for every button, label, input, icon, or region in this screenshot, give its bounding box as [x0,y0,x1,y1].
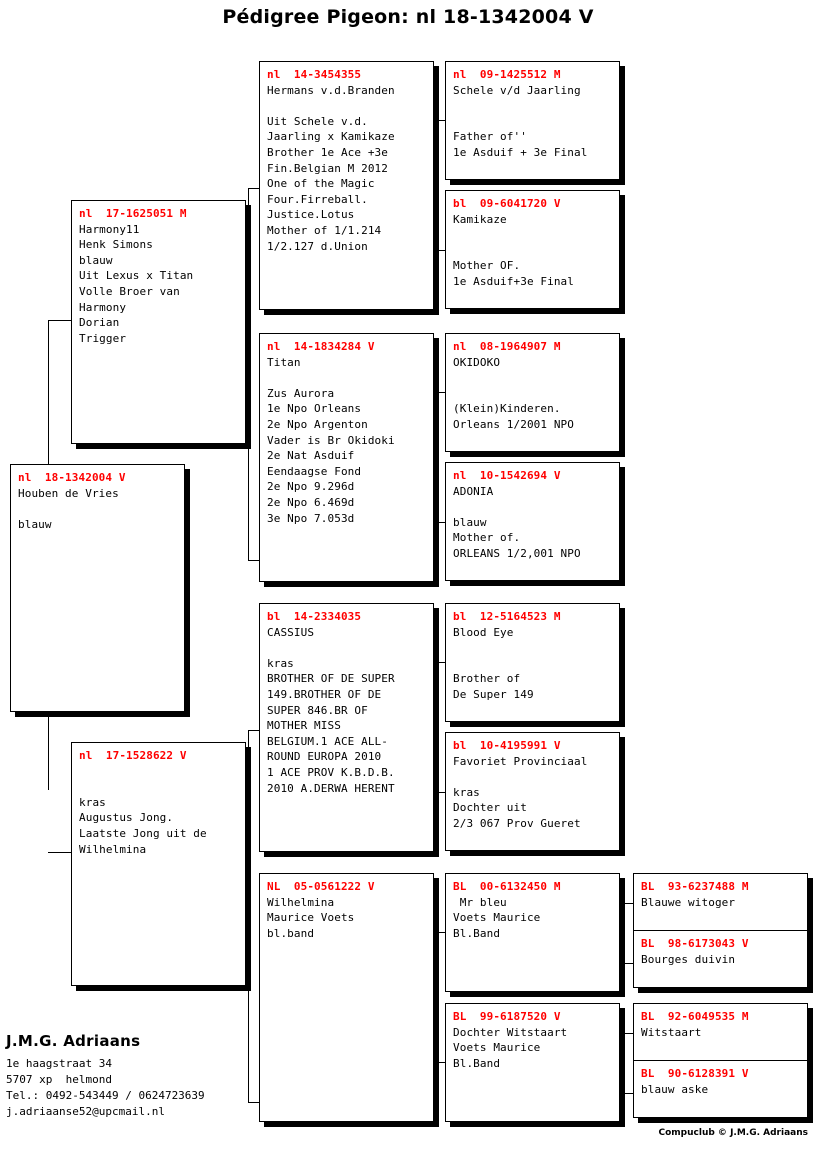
connector-dds-dam [624,963,633,964]
ring-number: BL 93-6237488 M [641,880,749,893]
card-line: Uit Lexus x Titan [79,269,194,283]
connector-ds-split [436,662,437,792]
owner-address-line: 5707 xp helmond [6,1073,112,1086]
connector-ss-dam [436,250,445,251]
card-line: 1e Asduif+3e Final [453,274,575,288]
connector-sd-dam [436,522,445,523]
page-title: Pédigree Pigeon: nl 18-1342004 V [222,6,594,28]
pedigree-card-subject[interactable] [10,464,185,712]
card-spacer [453,499,612,515]
pedigree-card-dds-sire[interactable] [633,873,808,931]
card-line: Titan [267,355,301,369]
card-line: Blood Eye [453,625,514,639]
ring-number: BL 98-6173043 V [641,937,749,950]
pedigree-card-ss-sire[interactable] [445,61,620,180]
card-line: 1 ACE PROV K.B.D.B. [267,765,395,779]
card-line: Father of'' [453,130,527,144]
card-line: Kamikaze [453,212,507,226]
card-line: Volle Broer van [79,284,180,298]
card-line: De Super 149 [453,687,534,701]
pedigree-card-dam-dam[interactable] [259,873,434,1122]
card-line: One of the Magic [267,177,375,191]
connector-dd-dam [436,1062,445,1063]
card-line: Brother 1e Ace +3e [267,145,389,159]
card-line: 3e Npo 7.053d [267,511,355,525]
ring-number: nl 14-1834284 V [267,340,375,353]
card-line: Dorian [79,316,120,330]
card-line: Laatste Jong uit de [79,826,207,840]
card-line: 2e Npo Argenton [267,417,368,431]
card-line: Mother of 1/1.214 [267,223,382,237]
card-line: Orleans 1/2001 NPO [453,417,575,431]
card-line: Wilhelmina [79,842,147,856]
ring-number: BL 90-6128391 V [641,1067,749,1080]
card-line: 2e Npo 9.296d [267,480,355,494]
card-line: kras [267,656,294,670]
card-line: blauw [18,517,52,531]
card-line: CASSIUS [267,625,315,639]
connector-dds-split [624,903,625,963]
card-spacer [453,98,612,114]
owner-address-line: 1e haagstraat 34 [6,1057,112,1070]
card-spacer [453,640,612,656]
pedigree-card-ddd-dam[interactable] [633,1060,808,1118]
card-line: BELGIUM.1 ACE ALL- [267,734,389,748]
card-line: Harmony [79,300,127,314]
ring-number: NL 05-0561222 V [267,880,375,893]
card-line: Maurice Voets [267,911,355,925]
ring-number: bl 12-5164523 M [453,610,561,623]
card-line: 2e Nat Asduif [267,449,355,463]
connector-ddd-dam [624,1093,633,1094]
card-spacer [79,779,238,795]
ring-number: nl 17-1625051 M [79,207,187,220]
card-line: blauw [79,253,113,267]
connector-sd-split [436,392,437,522]
card-line: Mother OF. [453,259,521,273]
ring-number: nl 18-1342004 V [18,471,126,484]
card-line: Bl.Band [453,926,501,940]
pedigree-card-sd-sire[interactable] [445,333,620,452]
pedigree-card-dd-dam[interactable] [445,1003,620,1122]
ring-number: bl 14-2334035 [267,610,362,623]
pedigree-card-dds-dam[interactable] [633,930,808,988]
card-line: Eendaagse Fond [267,464,362,478]
card-line: Bl.Band [453,1056,501,1070]
ring-number: nl 10-1542694 V [453,469,561,482]
card-line: Four.Firreball. [267,192,368,206]
card-spacer [79,764,238,780]
card-spacer [453,227,612,243]
card-line: Hermans v.d.Branden [267,83,395,97]
card-line: Justice.Lotus [267,208,355,222]
card-line: Favoriet Provinciaal [453,754,588,768]
owner-footer [6,1032,205,1120]
card-line: Mr bleu [453,895,507,909]
card-spacer [267,640,426,656]
card-line: 2/3 067 Prov Gueret [453,816,581,830]
connector-ss-sire [436,120,445,121]
card-line: blauw aske [641,1082,709,1096]
connector-dd-split [436,932,437,1062]
card-line: Trigger [79,331,127,345]
card-line: kras [79,795,106,809]
card-spacer [267,370,426,386]
card-spacer [453,243,612,259]
card-spacer [453,769,612,785]
card-line: 1/2.127 d.Union [267,239,368,253]
card-line: Uit Schele v.d. [267,114,368,128]
card-line: Vader is Br Okidoki [267,433,395,447]
ring-number: nl 14-3454355 [267,68,362,81]
pedigree-card-sd-dam[interactable] [445,462,620,581]
card-line: 1e Asduif + 3e Final [453,145,588,159]
card-line: Bourges duivin [641,952,736,966]
ring-number: nl 08-1964907 M [453,340,561,353]
connector-ddd-split [624,1033,625,1093]
card-line: Dochter Witstaart [453,1025,568,1039]
card-line: bl.band [267,926,315,940]
card-line: Schele v/d Jaarling [453,83,581,97]
owner-phone-line: Tel.: 0492-543449 / 0624723639 [6,1089,205,1102]
card-line: (Klein)Kinderen. [453,402,561,416]
pedigree-card-sire-dam[interactable] [259,333,434,582]
connector-ds-dam [436,792,445,793]
card-line: Augustus Jong. [79,811,174,825]
card-line: SUPER 846.BR OF [267,703,368,717]
ring-number: BL 00-6132450 M [453,880,561,893]
pedigree-card-dam[interactable] [71,742,246,986]
connector-dd-sire [436,932,445,933]
owner-email-line: j.adriaanse52@upcmail.nl [6,1105,165,1118]
pedigree-card-sire-sire[interactable] [259,61,434,310]
card-line: Zus Aurora [267,386,335,400]
owner-name: J.M.G. Adriaans [6,1032,141,1050]
card-spacer [18,501,177,517]
connector-subject-dam [48,852,72,853]
card-line: blauw [453,515,487,529]
card-line: Fin.Belgian M 2012 [267,161,389,175]
credit-line: Compuclub © J.M.G. Adriaans [658,1128,808,1138]
card-line: Witstaart [641,1025,702,1039]
card-spacer [453,656,612,672]
card-line: ADONIA [453,484,494,498]
card-line: Brother of [453,672,521,686]
card-line: Voets Maurice [453,1041,541,1055]
card-line: 2010 A.DERWA HERENT [267,781,395,795]
ring-number: nl 09-1425512 M [453,68,561,81]
connector-ddd-sire [624,1033,633,1034]
connector-ss-split [436,120,437,250]
pedigree-card-dd-sire[interactable] [445,873,620,992]
card-spacer [267,98,426,114]
pedigree-card-dam-sire[interactable] [259,603,434,852]
card-line: Blauwe witoger [641,895,736,909]
card-spacer [453,386,612,402]
card-line: BROTHER OF DE SUPER [267,672,395,686]
pedigree-card-ddd-sire[interactable] [633,1003,808,1061]
card-line: Houben de Vries [18,486,119,500]
card-line: Dochter uit [453,801,527,815]
card-line: Mother of. [453,531,521,545]
pedigree-card-ds-sire[interactable] [445,603,620,722]
pedigree-card-ss-dam[interactable] [445,190,620,309]
card-line: ORLEANS 1/2,001 NPO [453,546,581,560]
card-line: MOTHER MISS [267,719,341,733]
ring-number: BL 92-6049535 M [641,1010,749,1023]
card-line: Voets Maurice [453,911,541,925]
card-spacer [453,114,612,130]
card-line: 149.BROTHER OF DE [267,687,382,701]
ring-number: BL 99-6187520 V [453,1010,561,1023]
pedigree-card-ds-dam[interactable] [445,732,620,851]
ring-number: nl 17-1528622 V [79,749,187,762]
ring-number: bl 09-6041720 V [453,197,561,210]
ring-number: bl 10-4195991 V [453,739,561,752]
card-line: 1e Npo Orleans [267,402,362,416]
card-line: kras [453,785,480,799]
card-line: ROUND EUROPA 2010 [267,750,382,764]
card-line: Jaarling x Kamikaze [267,130,395,144]
card-line: Henk Simons [79,238,153,252]
connector-sd-sire [436,392,445,393]
card-line: Wilhelmina [267,895,335,909]
card-line: OKIDOKO [453,355,501,369]
connector-dam-to-grandparents [248,730,249,1102]
card-line: Harmony11 [79,222,140,236]
card-line: 2e Npo 6.469d [267,495,355,509]
pedigree-card-sire[interactable] [71,200,246,444]
connector-sire-to-grandparents [248,188,249,560]
connector-ds-sire [436,662,445,663]
connector-subject-sire [48,320,72,321]
card-spacer [453,370,612,386]
connector-dds-sire [624,903,633,904]
